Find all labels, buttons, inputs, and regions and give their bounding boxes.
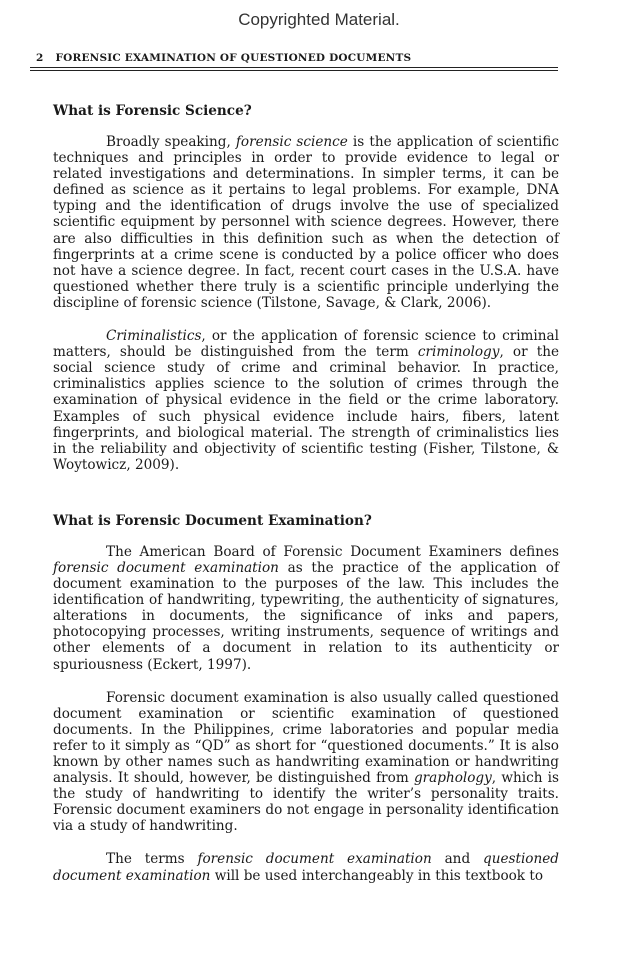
page-number: 2	[36, 52, 44, 64]
emphasized-term: forensic document examination	[197, 851, 432, 868]
paragraph: The American Board of Forensic Document Examiners defines forensic document examination as the practice of the application of document examination to the purposes of the law. This includes the identification of handwriting, typewriting, the authenticity of signatures, alterations in documents, the significance of inks and papers, photocopying processes, writing instruments, sequence of writings and other elements of a document in relation to its authenticity or spuriousness (Eckert, 1997).	[53, 543, 559, 673]
paragraph: Criminalistics, or the application of forensic science to criminal matters, should be distinguished from the term criminology, or the social science study of crime and criminal behavior. In practice, criminalistics applies science to the solution of crimes through the examination of physical evidence in the field or the crime laboratory. Examples of such physical evidence include hairs, fibers, latent fingerprints, and biological material. The strength of criminalistics lies in the reliability and objectivity of scientific testing (Fisher, Tilstone, & Woytowicz, 2009).	[53, 328, 559, 473]
running-title: FORENSIC EXAMINATION OF QUESTIONED DOCUMENTS	[55, 52, 412, 64]
emphasized-term: criminology	[417, 344, 500, 361]
emphasized-term: forensic science	[235, 134, 348, 150]
emphasized-term: forensic document examination	[53, 559, 279, 576]
paragraph: The terms forensic document examination and questioned document examination will be used interchangeably in this textbook to	[53, 851, 559, 884]
emphasized-term: questioned document examination	[53, 851, 559, 884]
page-body	[53, 100, 559, 884]
emphasized-term: Criminalistics	[106, 328, 202, 345]
emphasized-term: graphology	[413, 770, 492, 787]
running-header	[36, 52, 558, 64]
section-heading-forensic-science: What is Forensic Science?	[53, 103, 252, 119]
header-rule-thin	[30, 70, 558, 71]
header-rule-thick	[30, 67, 558, 68]
paragraph: Forensic document examination is also usually called questioned document examination or scientific examination of questioned documents. In the Philippines, crime laboratories and popular media refer to it simply as “QD” as short for “questioned documents.” It is also known by other names such as handwriting examination or handwriting analysis. It should, however, be distinguished from graphology, which is the study of handwriting to identify the writer’s personality traits. Forensic document examiners do not engage in personality identification via a study of handwriting.	[53, 689, 559, 835]
paragraph: Broadly speaking, forensic science is the application of scientific techniques and principles in order to provide evidence to legal or related investigations and determinations. In simpler terms, it can be defined as science as it pertains to legal problems. For example, DNA typing and the identification of drugs involve the use of specialized scientific equipment by personnel with science degrees. However, there are also difficulties in this definition such as when the detection of fingerprints at a crime scene is conducted by a police officer who does not have a science degree. In fact, recent court cases in the U.S.A. have questioned whether there truly is a scientific principle underlying the discipline of forensic science (Tilstone, Savage, & Clark, 2006).	[53, 134, 560, 311]
section-heading-document-examination: What is Forensic Document Examination?	[53, 512, 372, 529]
copyright-watermark: Copyrighted Material.	[238, 10, 400, 29]
